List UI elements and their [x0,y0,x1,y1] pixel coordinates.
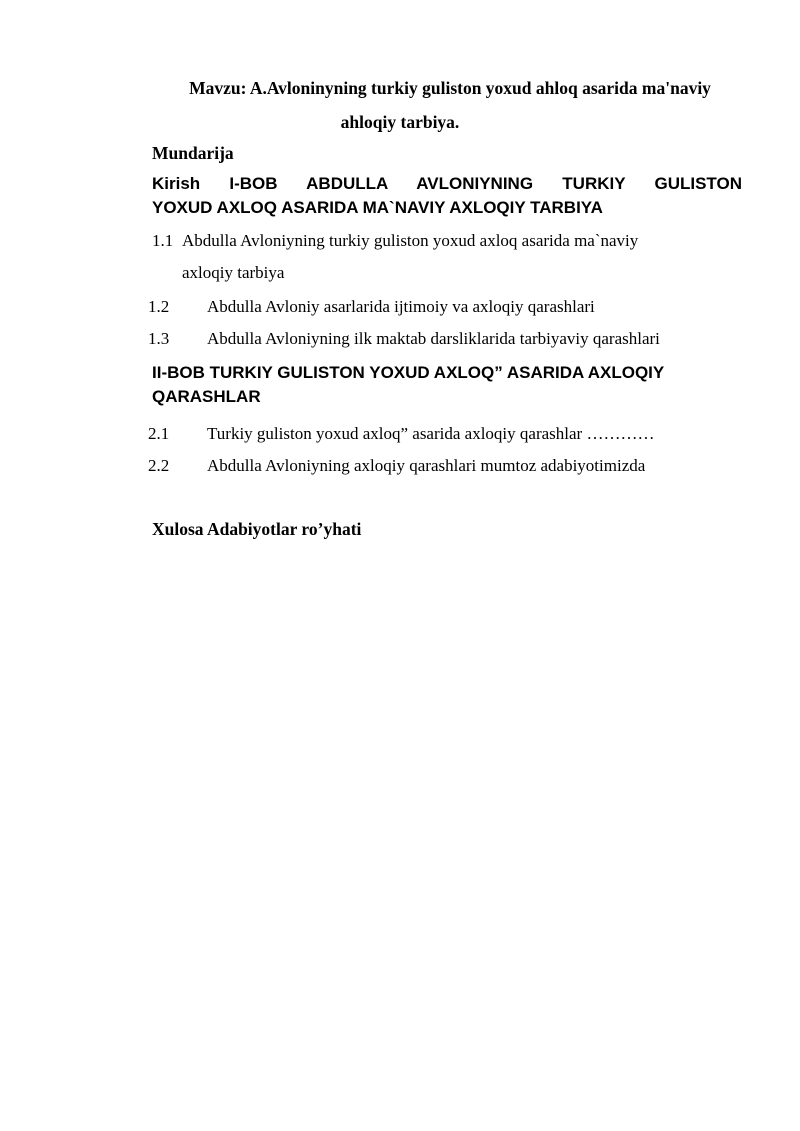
toc-item-text: Abdulla Avloniyning turkiy guliston yoxud axloq asarida ma`naviy [182,231,639,250]
toc-item-number: 1.3 [148,329,170,348]
toc-item-number: 1.1 [152,231,174,250]
toc-item-text: Abdulla Avloniyning ilk maktab darsliklarida tarbiyaviy qarashlari [207,329,660,348]
toc-heading: Mundarija [152,143,234,163]
toc-item-text: Turkiy guliston yoxud axloq” asarida axloqiy qarashlar ………… [207,424,655,443]
chapter2-title-line2: QARASHLAR [152,387,261,406]
chapter2-title-line1: II-BOB TURKIY GULISTON YOXUD AXLOQ” ASARIDA AXLOQIY [152,363,665,382]
conclusion-heading: Xulosa Adabiyotlar ro’yhati [152,519,362,539]
toc-item-text-continued: axloqiy tarbiya [182,263,285,282]
toc-item-text: Abdulla Avloniyning axloqiy qarashlari mumtoz adabiyotimizda [207,456,646,475]
chapter1-title-line1: Kirish I-BOB ABDULLA AVLONIYNING TURKIY GULISTON [152,174,742,193]
toc-item-text: Abdulla Avloniy asarlarida ijtimoiy va axloqiy qarashlari [207,297,595,316]
document-title-line1: Mavzu: A.Avloninyning turkiy guliston yoxud ahloq asarida ma'naviy [189,78,711,98]
toc-item-number: 2.2 [148,456,170,475]
toc-item-number: 2.1 [148,424,170,443]
document-title-line2: ahloqiy tarbiya. [340,112,460,132]
chapter1-title-line2: YOXUD AXLOQ ASARIDA MA`NAVIY AXLOQIY TARBIYA [152,198,603,217]
toc-item-number: 1.2 [148,297,170,316]
